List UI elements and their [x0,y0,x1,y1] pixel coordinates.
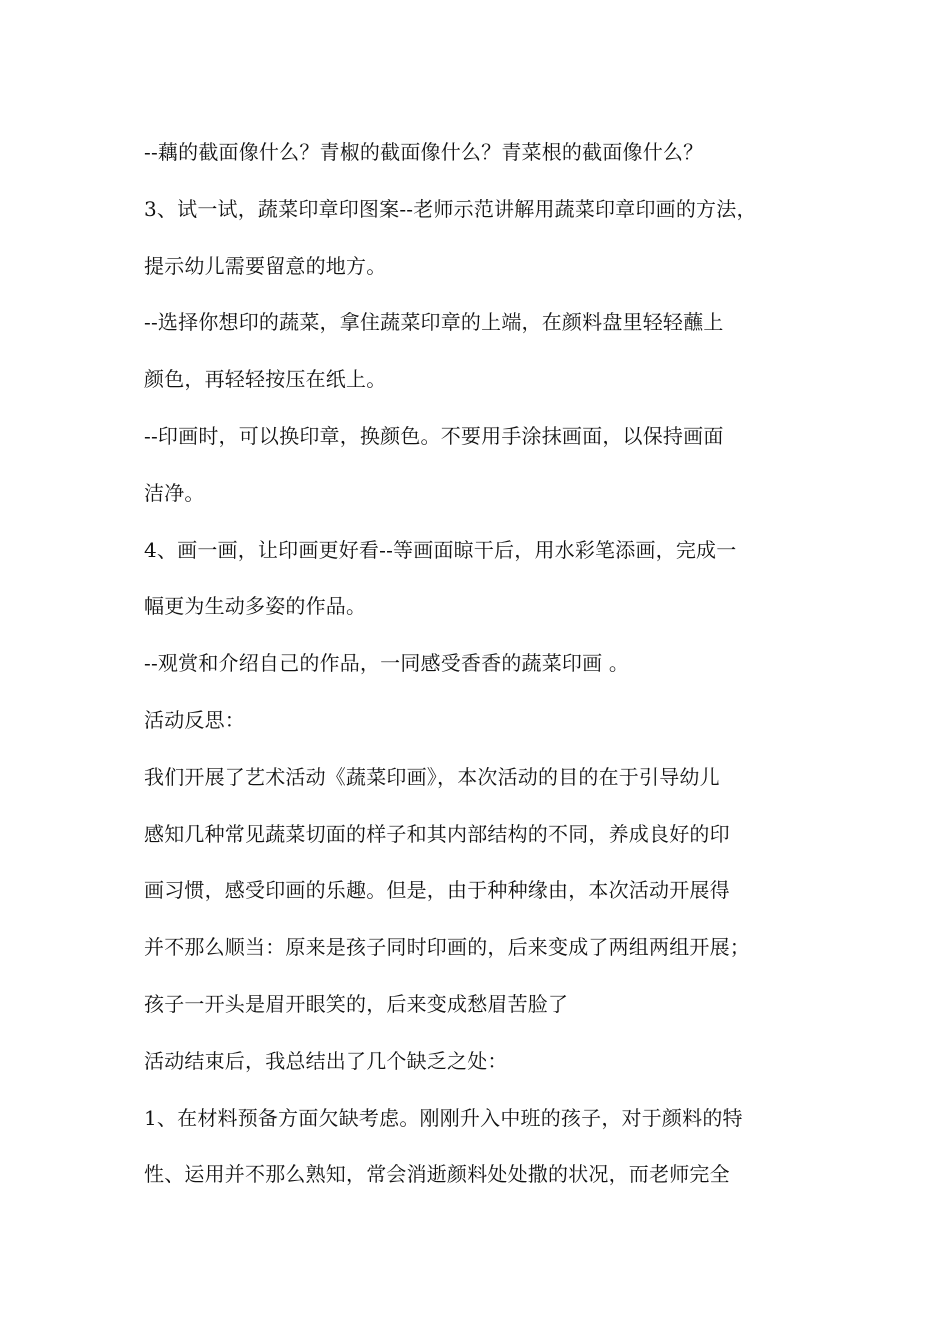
body-line: 画习惯，感受印画的乐趣。但是，由于种种缘由，本次活动开展得 [144,878,730,903]
body-line: 提示幼儿需要留意的地方。 [144,253,387,278]
body-line: 4、画一画，让印画更好看--等画面晾干后，用水彩笔添画，完成一 [144,537,737,562]
body-line: 1、在材料预备方面欠缺考虑。刚刚升入中班的孩子，对于颜料的特 [144,1105,743,1130]
body-line: 我们开展了艺术活动《蔬菜印画》，本次活动的目的在于引导幼儿 [144,764,720,789]
document-body [144,133,824,1212]
body-line: --藕的截面像什么？青椒的截面像什么？青菜根的截面像什么？ [144,140,704,164]
body-line: 3、试一试，蔬菜印章印图案--老师示范讲解用蔬菜印章印画的方法， [144,196,757,221]
body-line: 并不那么顺当：原来是孩子同时印画的，后来变成了两组两组开展； [144,935,750,960]
body-line: --印画时，可以换印章，换颜色。不要用手涂抹画面，以保持画面 [144,423,724,448]
body-line: --选择你想印的蔬菜，拿住蔬菜印章的上端，在颜料盘里轻轻蘸上 [144,310,724,335]
body-line: 活动结束后，我总结出了几个缺乏之处： [144,1048,508,1073]
body-line: 颜色，再轻轻按压在纸上。 [144,367,387,392]
body-line: 洁净。 [144,480,205,505]
body-line: --观赏和介绍自己的作品，一同感受香香的蔬菜印画 。 [144,651,630,676]
section-heading: 活动反思： [144,707,245,732]
body-line: 幅更为生动多姿的作品。 [144,594,367,619]
body-line: 孩子一开头是眉开眼笑的，后来变成愁眉苦脸了 [144,991,569,1016]
body-line: 感知几种常见蔬菜切面的样子和其内部结构的不同，养成良好的印 [144,821,730,846]
body-line: 性、运用并不那么熟知，常会消逝颜料处处撒的状况，而老师完全 [144,1162,730,1187]
